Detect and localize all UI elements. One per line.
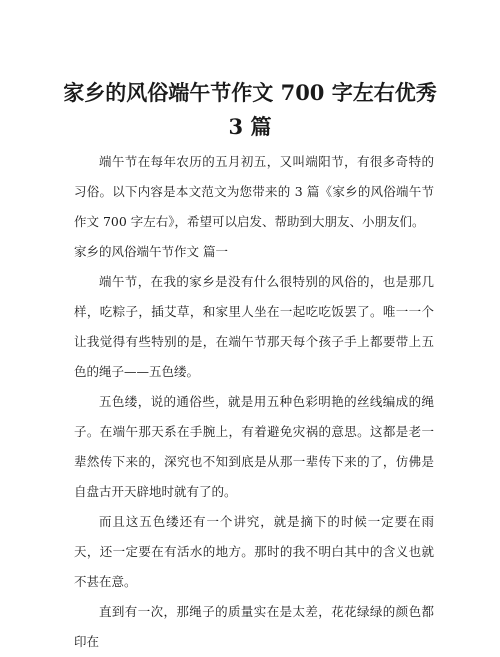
body-paragraph: 而且这五色缕还有一个讲究，就是摘下的时候一定要在雨天，还一定要在有活水的地方。那时的我不明白其中的含义也就不甚在意。 <box>74 514 434 589</box>
document-body <box>74 147 434 657</box>
section-heading: 家乡的风俗端午节作文 篇一 <box>74 244 228 259</box>
body-paragraph: 直到有一次，那绳子的质量实在是太差，花花绿绿的颜色都印在 <box>74 604 434 649</box>
intro-paragraph: 端午节在每年农历的五月初五，又叫端阳节，有很多奇特的习俗。以下内容是本文范文为您带来的 3 篇《家乡的风俗端午节作文 700 字左右》，希望可以启发、帮助到大朋友、小朋友们。 <box>74 154 434 229</box>
body-paragraph: 五色缕，说的通俗些，就是用五种色彩明艳的丝线编成的绳子。在端午那天系在手腕上，有着避免灾祸的意思。这都是老一辈然传下来的，深究也不知到底是从那一辈传下来的了，仿佛是自盘古开天辟地时就有了的。 <box>74 394 434 499</box>
body-paragraph: 端午节，在我的家乡是没有什么很特别的风俗的，也是那几样，吃粽子，插艾草，和家里人坐在一起吃吃饭罢了。唯一一个让我觉得有些特别的是，在端午节那天每个孩子手上都要带上五色的绳子——五色缕。 <box>74 274 434 379</box>
document-title: 家乡的风俗端午节作文 700 字左右优秀 3 篇 <box>63 80 437 139</box>
